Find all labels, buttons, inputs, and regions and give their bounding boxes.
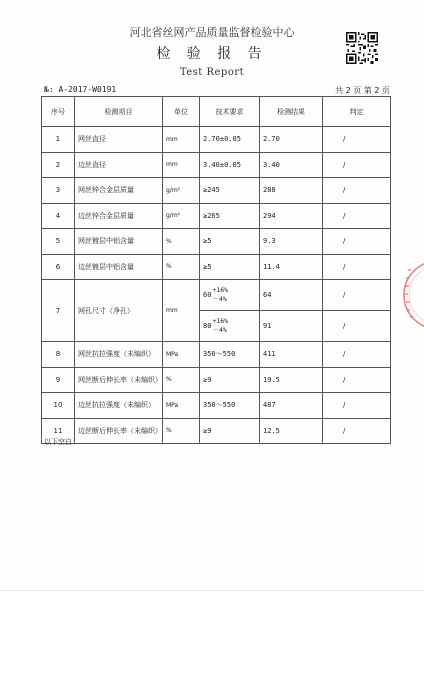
row-unit: % — [163, 367, 200, 393]
end-of-report-note: 以下空白 — [44, 438, 72, 446]
row-result: 19.5 — [260, 367, 323, 393]
row-unit: mm — [163, 127, 200, 153]
row-result: 64 — [260, 280, 323, 311]
row-requirement: ≥5 — [200, 229, 260, 255]
row-result: 11.4 — [260, 254, 323, 280]
row-unit: MPa — [163, 393, 200, 419]
row-number: 6 — [42, 254, 75, 280]
header-unit: 单位 — [163, 97, 200, 127]
row-requirement — [200, 280, 260, 311]
tolerance-base: 80 — [203, 322, 212, 330]
row-verdict: / — [323, 229, 391, 255]
row-number: 10 — [42, 393, 75, 419]
row-result: 91 — [260, 311, 323, 342]
tolerance-minus: －4% — [212, 295, 227, 303]
row-result: 411 — [260, 342, 323, 368]
row-number: 7 — [42, 280, 75, 342]
row-verdict: / — [323, 152, 391, 178]
row-item: 边丝断后伸长率（未编织） — [75, 418, 163, 444]
table-row — [42, 393, 391, 419]
tolerance-value — [203, 317, 228, 335]
table-row — [42, 127, 391, 153]
row-item: 边丝直径 — [75, 152, 163, 178]
row-requirement: 3.40±0.05 — [200, 152, 260, 178]
row-requirement: ≥9 — [200, 418, 260, 444]
qr-code-icon — [346, 32, 378, 64]
row-requirement: 350～550 — [200, 393, 260, 419]
report-number: №: A-2017-W0191 — [44, 85, 117, 94]
row-verdict: / — [323, 127, 391, 153]
row-verdict: / — [323, 342, 391, 368]
row-result: 487 — [260, 393, 323, 419]
tolerance-range — [212, 317, 228, 335]
row-number: 5 — [42, 229, 75, 255]
row-result: 9.3 — [260, 229, 323, 255]
row-verdict: / — [323, 311, 391, 342]
row-result: 294 — [260, 203, 323, 229]
row-result: 3.40 — [260, 152, 323, 178]
row-number: 8 — [42, 342, 75, 368]
row-number: 3 — [42, 178, 75, 204]
row-item: 网丝抗拉强度（未编织） — [75, 342, 163, 368]
table-row — [42, 342, 391, 368]
row-requirement: 350～550 — [200, 342, 260, 368]
row-unit: g/m² — [163, 203, 200, 229]
row-unit: % — [163, 229, 200, 255]
row-requirement — [200, 311, 260, 342]
row-item: 网孔尺寸（净孔） — [75, 280, 163, 342]
header-verdict: 判定 — [323, 97, 391, 127]
org-name: 河北省丝网产品质量监督检验中心 — [129, 26, 295, 39]
test-results-table — [41, 96, 391, 444]
table-row — [42, 280, 391, 311]
header-requirement: 技术要求 — [200, 97, 260, 127]
row-verdict: / — [323, 254, 391, 280]
row-unit: % — [163, 254, 200, 280]
tolerance-base: 60 — [203, 291, 212, 299]
row-unit: mm — [163, 280, 200, 342]
table-row — [42, 178, 391, 204]
row-item: 网丝锌合金层质量 — [75, 178, 163, 204]
tolerance-plus: +16% — [212, 286, 229, 294]
row-item: 网丝断后伸长率（未编织） — [75, 367, 163, 393]
row-requirement: ≥245 — [200, 178, 260, 204]
page-info: 共 2 页 第 2 页 — [335, 86, 390, 95]
row-number: 9 — [42, 367, 75, 393]
row-result: 288 — [260, 178, 323, 204]
row-requirement: ≥9 — [200, 367, 260, 393]
row-verdict: / — [323, 418, 391, 444]
header-item: 检测项目 — [75, 97, 163, 127]
row-verdict: / — [323, 178, 391, 204]
row-verdict: / — [323, 280, 391, 311]
row-unit: % — [163, 418, 200, 444]
tolerance-plus: +16% — [212, 317, 229, 325]
table-header-row — [42, 97, 391, 127]
row-item: 边丝镀层中铝含量 — [75, 254, 163, 280]
row-number: 4 — [42, 203, 75, 229]
row-requirement: ≥5 — [200, 254, 260, 280]
row-verdict: / — [323, 203, 391, 229]
row-result: 12.5 — [260, 418, 323, 444]
header-result: 检测结果 — [260, 97, 323, 127]
tolerance-range — [212, 286, 228, 304]
row-number: 11 — [42, 418, 75, 444]
row-unit: MPa — [163, 342, 200, 368]
header-no: 序号 — [42, 97, 75, 127]
row-item: 边丝锌合金层质量 — [75, 203, 163, 229]
row-item: 网丝镀层中铝含量 — [75, 229, 163, 255]
row-item: 边丝抗拉强度（未编织） — [75, 393, 163, 419]
table-row — [42, 229, 391, 255]
row-unit: g/m² — [163, 178, 200, 204]
row-verdict: / — [323, 367, 391, 393]
row-item: 网丝直径 — [75, 127, 163, 153]
table-row — [42, 367, 391, 393]
row-requirement: 2.70±0.05 — [200, 127, 260, 153]
report-title-en: Test Report — [179, 67, 245, 78]
table-row — [42, 418, 391, 444]
table-row — [42, 203, 391, 229]
official-seal — [398, 255, 424, 335]
report-title-cn: 检 验 报 告 — [156, 46, 268, 62]
row-number: 2 — [42, 152, 75, 178]
row-result: 2.70 — [260, 127, 323, 153]
tolerance-value — [203, 286, 228, 304]
table-row — [42, 152, 391, 178]
row-unit: mm — [163, 152, 200, 178]
row-verdict: / — [323, 393, 391, 419]
tolerance-minus: －4% — [212, 326, 227, 334]
row-requirement: ≥265 — [200, 203, 260, 229]
row-number: 1 — [42, 127, 75, 153]
table-row — [42, 254, 391, 280]
